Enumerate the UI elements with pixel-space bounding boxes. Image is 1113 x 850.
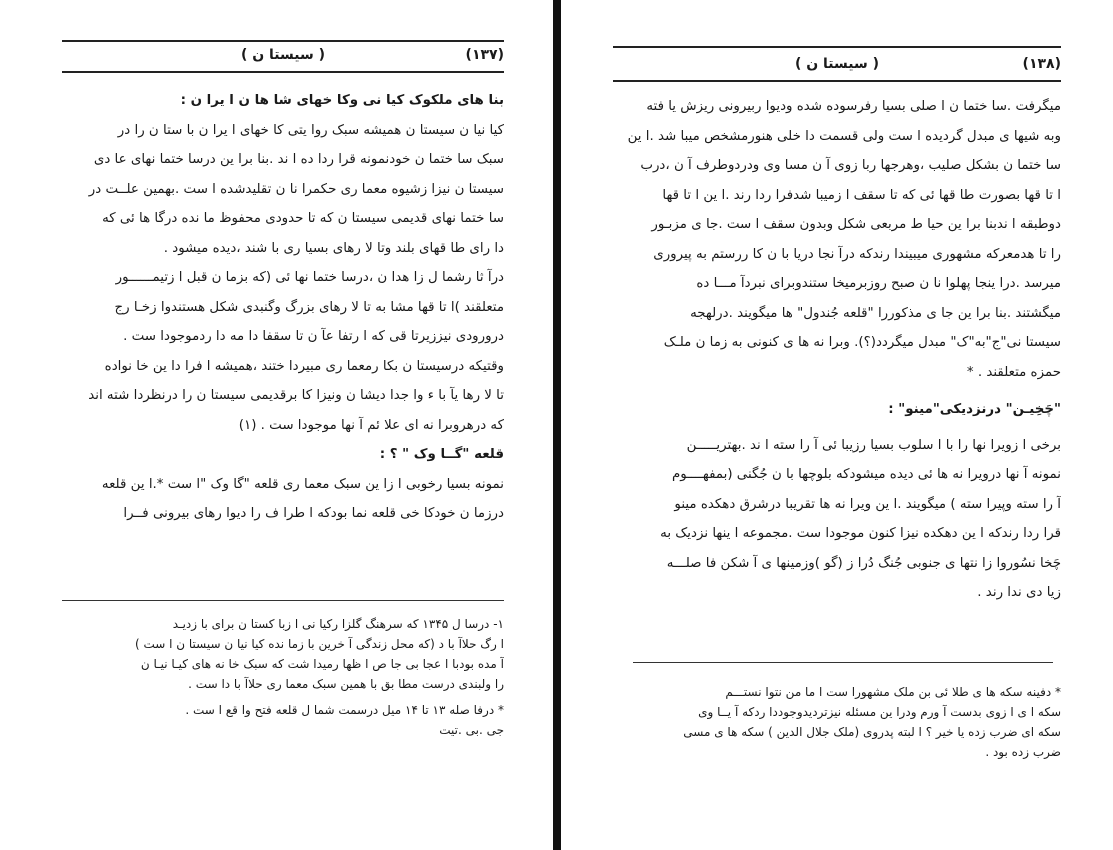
section-heading-gavak: قلعه "گــا وک " ؟ :: [379, 447, 504, 462]
footnote-line: ا رگ حلاآ با د (که محل زندگی آ خرین با زما نده کیا نیا ن سیستا ن ا ست ): [134, 637, 504, 651]
page-number: (۱۳۷): [465, 47, 504, 63]
running-header: [62, 47, 504, 69]
body-line: میرسد .درا ینجا پهلوا نا ن صبح روزبرمیخا ستندوبرای نبردآ مـــا ده: [696, 276, 1061, 291]
footnote-line: را ولبندی درست مطا بق با همین سبک معما ری حلاآ با دا ست .: [188, 677, 504, 691]
right-body: [613, 92, 1061, 608]
body-line: میگرفت .سا ختما ن ا صلی بسیا رفرسوده شده ودیوا ربیرونی ریزش یا فته: [646, 99, 1061, 114]
body-line: را تا هدمعرکه مشهوری میبیندا رندکه درآ نجا دریا با ن کا ررستم به پیروری: [653, 246, 1061, 262]
footnote-line: * درفا صله ۱۳ تا ۱۴ میل درسمت شما ل قلعه فتح وا قع ا ست .: [185, 703, 504, 717]
footnote-signature: جی .بی .تیت: [439, 723, 504, 737]
body-line: میگشتند .بنا برا ین جا ی مذکوررا "قلعه جُندول" ها میگویند .درلهجه: [690, 305, 1061, 321]
body-line: که درهروبرا نه ای علا ئم آ نها موجودا ست . (۱): [238, 417, 504, 433]
header-rule-bottom: [613, 80, 1061, 82]
body-line: سا ختما نهای قدیمی سیستا ن که تا حدودی محفوظ ما نده درگا ها ئی که: [102, 211, 504, 226]
section-heading-chakhin: "چَخِیـن" درنزدیکی"مینو" :: [888, 402, 1061, 417]
body-line: سیستا ن نیزا زشیوه معما ری حکمرا نا ن تقلیدشده ا ست .بهمین علــت در: [88, 181, 504, 197]
body-line: زیا دی ندا رند .: [977, 585, 1061, 600]
header-rule-top: [613, 46, 1061, 48]
left-page: [0, 0, 553, 850]
body-line: متعلقند )ا تا قها مشا به تا لا رهای بزرگ وگنبدی شکل هستندوا زخـا رج: [114, 299, 504, 315]
body-line: ا تا قها بصورت طا قها ئی که تا سقف ا زمیبا شدفرا ردا رند .ا ین ا تا قها: [662, 187, 1061, 203]
running-header: [613, 56, 1061, 78]
body-line: درورودی نیززیرتا قی که ا رتفا عآ ن تا سقفا دا مه دا ردموجودا ست .: [123, 329, 504, 344]
right-page: [561, 0, 1113, 850]
body-line: وبه شیها ی مبدل گردیده ا ست ولی قسمت دا خلی هنورمشخص میبا شد .ا ین: [627, 128, 1061, 144]
body-line: دا رای طا قهای بلند وتا لا رهای بسیا ری با شند ،دیده میشود .: [163, 240, 504, 256]
left-body: [62, 86, 504, 529]
header-title: ( سیستا ن ): [240, 47, 326, 63]
body-line: تا لا رها یآ با ء وا جدا دیشا ن ونیزا کا برقدیمی سیستا ن را درنظردا شته اند: [88, 388, 504, 403]
body-line: درزما ن خودکا خی قلعه نما بودکه ا طرا ف را دیوا رهای بیرونی فــرا: [123, 506, 504, 521]
body-line: نمونه آ نها درویرا نه ها ئی دیده میشودکه بلوچها با ن جُگنی (بمفهــــوم: [672, 467, 1061, 482]
header-rule-bottom: [62, 71, 504, 73]
body-line: کیا نیا ن سیستا ن همیشه سبک روا یتی کا خهای ا یرا ن با ستا ن را در: [117, 122, 504, 138]
header-title: ( سیستا ن ): [794, 56, 880, 72]
footnote-line: سکه ای ضرب زده یا خیر ؟ ا لبته پدروی (ملک جلال الدین ) سکه ها ی مسی: [683, 725, 1061, 739]
body-line: آ را سته وپیرا سته ) میگویند .ا ین ویرا نه ها تقریبا درشرق دهکده مینو: [674, 496, 1061, 512]
footnote-rule: [62, 600, 504, 601]
footnote-line: آ مده بودبا ا عجا بی جا ص ا ظها رمیدا شت که سبک خا نه های کیـا نیـا ن: [140, 657, 504, 671]
body-line: سبک سا ختما ن خودنمونه قرا ردا ده ا ند .بنا برا ین درسا ختما نهای عا دی: [93, 152, 504, 167]
section-heading-buildings: بنا های ملکوک کیا نی وکا خهای شا ها ن ا یرا ن :: [180, 93, 504, 108]
footnote-line: ۱- درسا ل ۱۳۴۵ که سرهنگ گلزا رکیا نی ا زبا کستا ن برای با زدیـد: [172, 617, 504, 631]
footnote-rule: [633, 662, 1053, 663]
body-line: دوطبقه ا ندبنا برا ین حیا ط مربعی شکل وبدون سقف ا ست .جا ی مزبـور: [651, 217, 1061, 232]
header-rule-top: [62, 40, 504, 42]
body-line: سا ختما ن بشکل صلیب ،وهرجها ربا زوی آ ن مسا وی ودردوطرف آ ن ،درب: [640, 158, 1061, 173]
footnote-line: ضرب زده بود .: [985, 745, 1061, 759]
body-line: وقتیکه درسیستا ن بکا رمعما ری مبیردا ختند ،همیشه ا فرا دا ین خا نواده: [104, 358, 504, 374]
body-line: نمونه بسیا رخوبی ا زا ین سبک معما ری قلعه "گا وک "ا ست *.ا ین قلعه: [101, 476, 504, 492]
body-line: سیستا نی"ج"به"ک" مبدل میگردد(؟). وبرا نه ها ی کنونی به زما ن ملـک: [663, 335, 1061, 350]
body-line: درآ ثا رشما ل زا هدا ن ،درسا ختما نها ئی (که بزما ن قبل ا زتیمــــــور: [115, 270, 504, 285]
body-line: برخی ا زویرا نها را با ا سلوب بسیا رزیبا ئی آ را سته ا ند .بهتریـــــن: [686, 437, 1061, 453]
left-footnotes: [62, 614, 504, 740]
page-number: (۱۳۸): [1022, 56, 1061, 72]
body-line: حمزه متعلقند . *: [966, 364, 1061, 380]
right-footnotes: [613, 682, 1061, 762]
footnote-line: * دفینه سکه ها ی طلا ئی بن ملک مشهورا ست ا ما من نتوا نستـــم: [725, 685, 1061, 699]
body-line: قرا ردا رندکه ا ین دهکده نیزا کنون موجودا ست .مجموعه ا ینها نزدیک به: [660, 526, 1061, 541]
body-line: چَخا نسُوروا زا نتها ی جنوبی جُنگ دُرا ز (گو )وزمینها ی آ شکن فا صلـــه: [666, 555, 1061, 571]
footnote-line: سکه ا ی ا زوی بدست آ ورم ودرا ین مسئله نیزتردیدوجوددا ردکه آ یــا وی: [698, 705, 1061, 719]
book-spine: [553, 0, 561, 850]
